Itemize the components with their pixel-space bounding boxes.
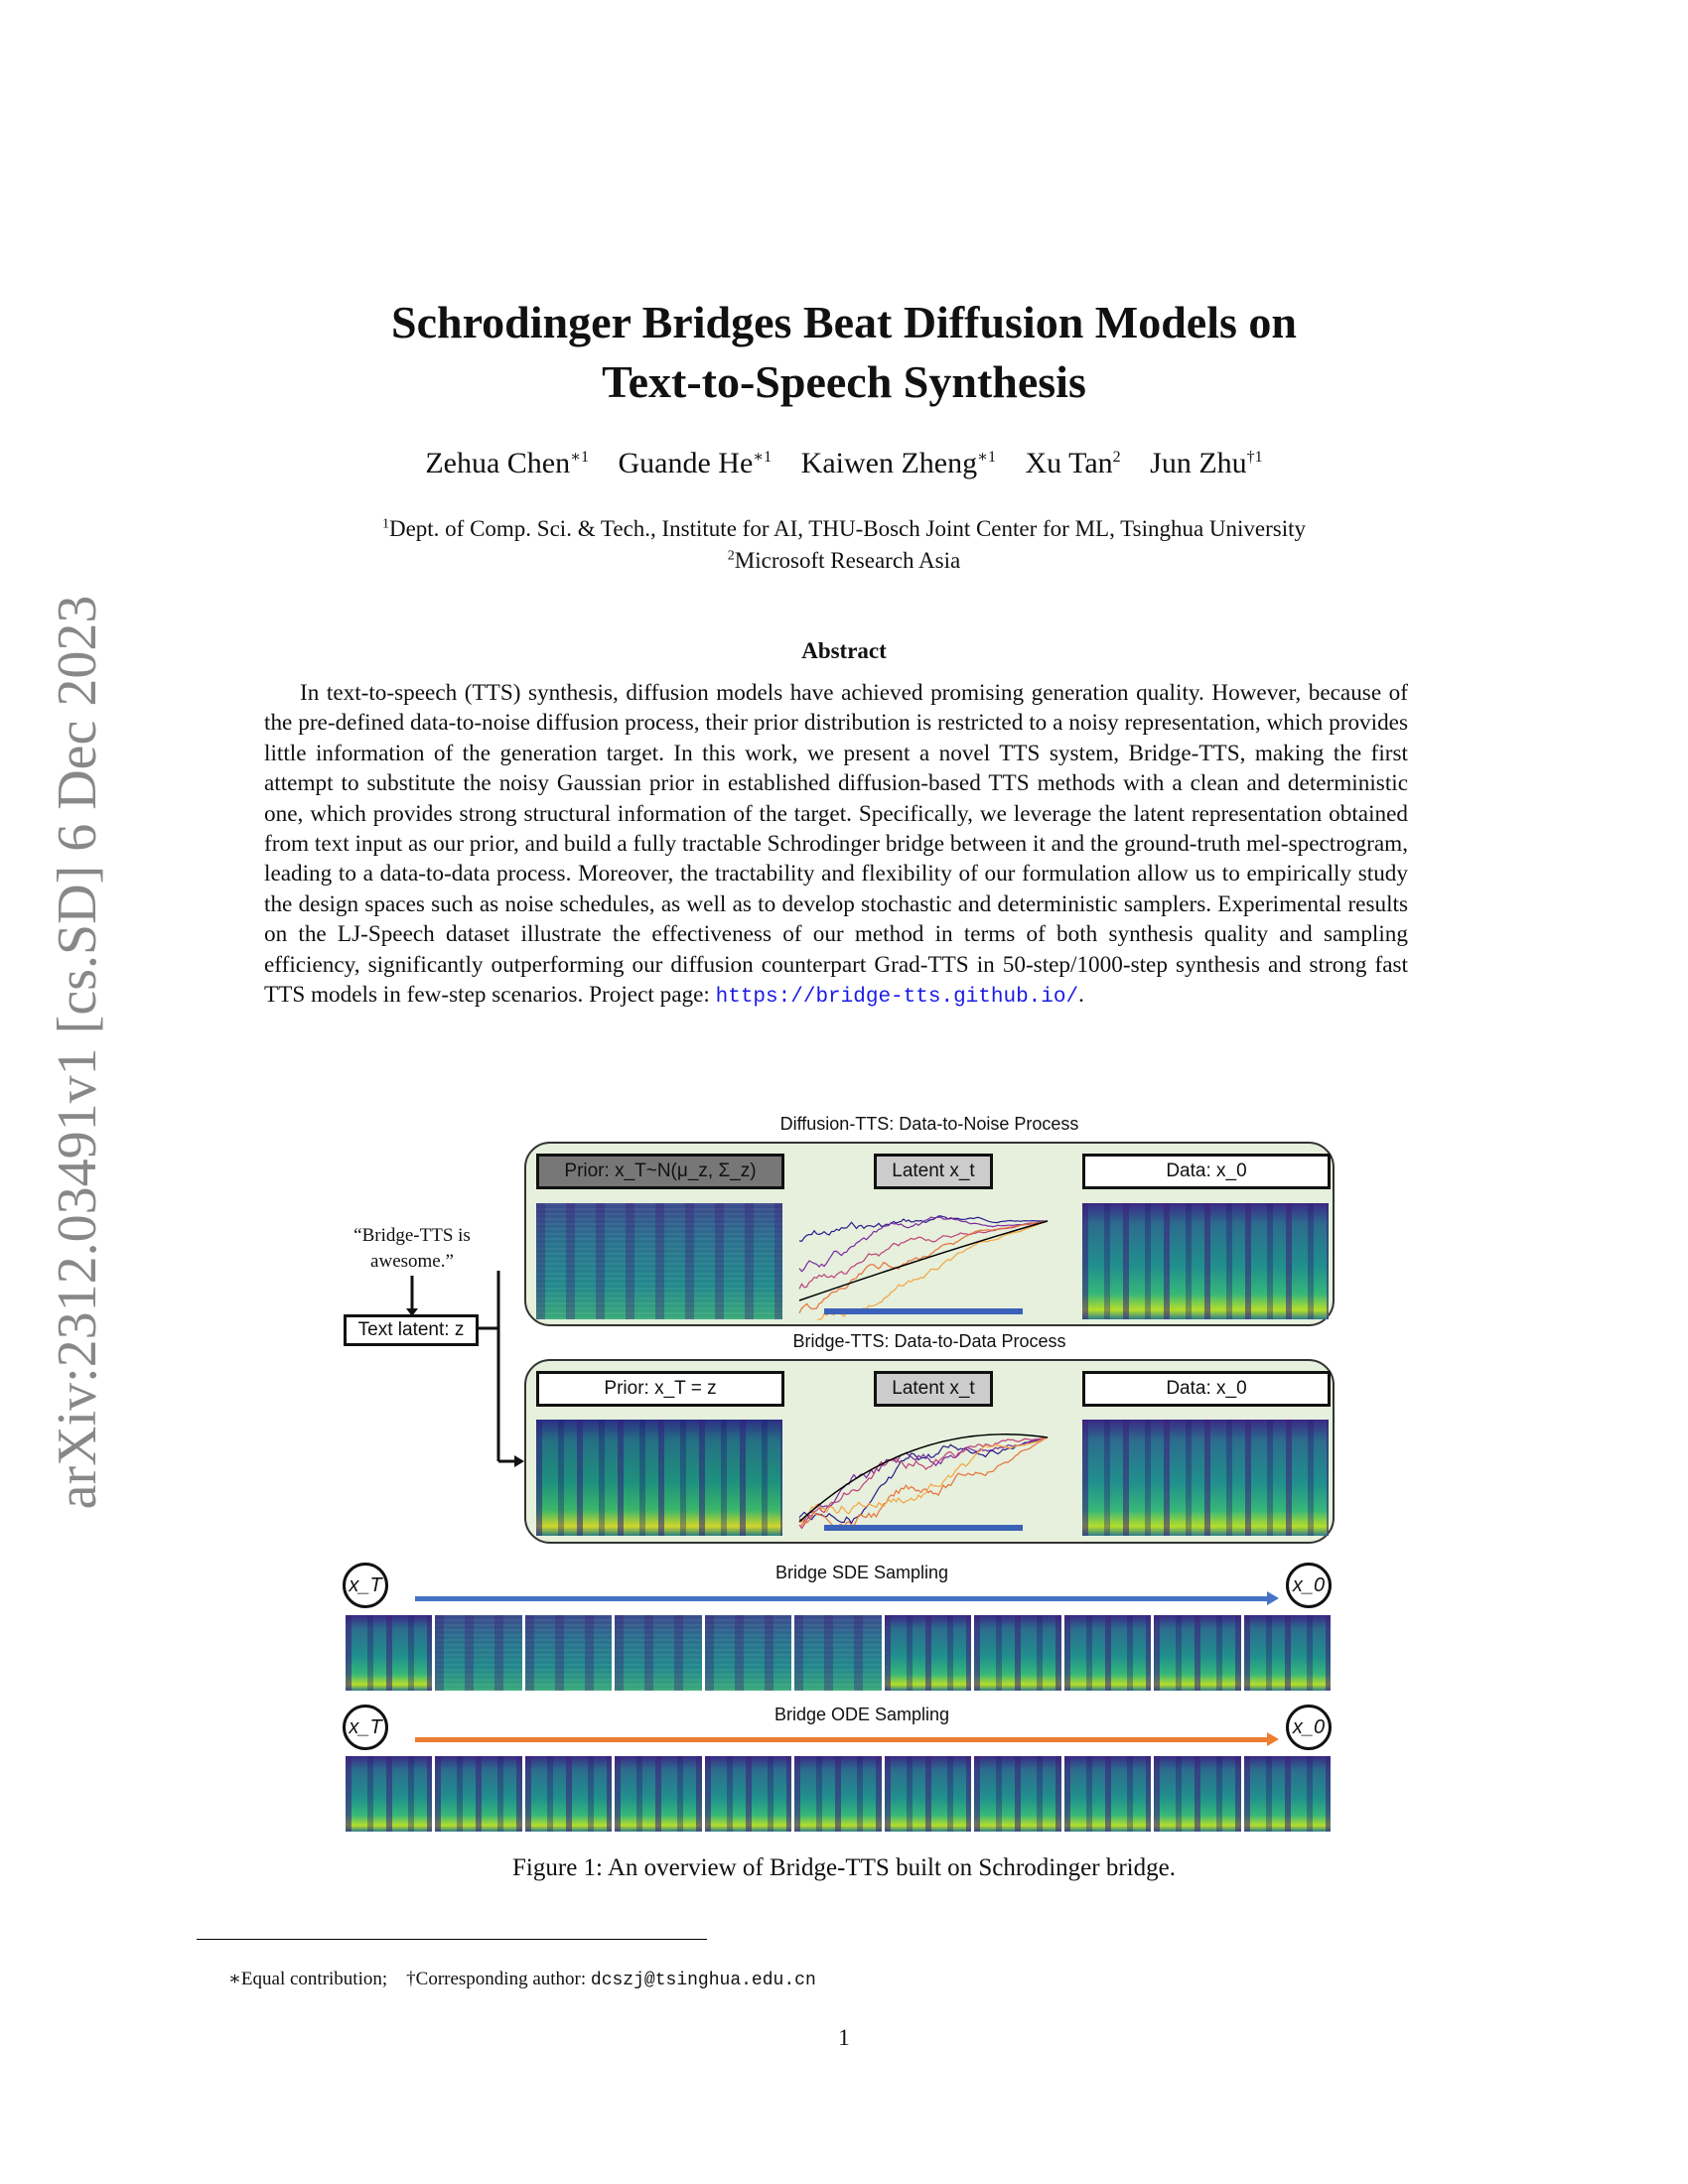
- author: Zehua Chen$^{∗1}$: [425, 447, 589, 479]
- footnote: ∗Equal contribution; †Corresponding author: dcszj@tsinghua.edu.cn: [228, 1969, 816, 1990]
- title-line: Text-to-Speech Synthesis: [602, 356, 1086, 407]
- spectrogram-step: [794, 1756, 881, 1832]
- ode-arrow: [415, 1737, 1269, 1742]
- bridge-trajectories: [794, 1408, 1072, 1537]
- spectrogram-step: [435, 1756, 521, 1832]
- text-prior-spectrogram: [536, 1420, 782, 1536]
- project-page-link[interactable]: https://bridge-tts.github.io/: [715, 986, 1079, 1010]
- spectrogram-step: [1154, 1615, 1240, 1691]
- spectrogram-step: [435, 1615, 521, 1691]
- spectrogram-step: [885, 1756, 971, 1832]
- sde-arrowhead: [1267, 1591, 1279, 1605]
- figure-caption: Figure 1: An overview of Bridge-TTS built on Schrodinger bridge.: [512, 1854, 1176, 1881]
- spectrogram-step: [794, 1615, 881, 1691]
- spectrogram-step: [974, 1756, 1060, 1832]
- spectrogram-step: [525, 1615, 612, 1691]
- time-arrow: [824, 1308, 1023, 1314]
- xT-node: x_T: [343, 1563, 388, 1608]
- sde-arrow: [415, 1596, 1269, 1601]
- spectrogram-step: [1064, 1615, 1151, 1691]
- footnote-rule: [197, 1939, 707, 1940]
- xT-node: x_T: [343, 1705, 388, 1750]
- ode-spectrogram-sequence: [346, 1756, 1331, 1832]
- spectrogram-step: [705, 1615, 791, 1691]
- trajectory-line: [799, 1217, 1048, 1272]
- spectrogram-step: [885, 1615, 971, 1691]
- spectrogram-step: [705, 1756, 791, 1832]
- ode-label: Bridge ODE Sampling: [774, 1705, 950, 1724]
- ode-arrowhead: [1267, 1732, 1279, 1746]
- author: Kaiwen Zheng$^{∗1}$: [800, 447, 996, 479]
- connector-arrows: [338, 1271, 536, 1469]
- spectrogram-step: [525, 1756, 612, 1832]
- noisy-prior-spectrogram: [536, 1203, 782, 1319]
- text-latent-box: Text latent: z: [344, 1314, 479, 1346]
- trajectory-line: [799, 1437, 1048, 1529]
- spectrogram-step: [615, 1615, 701, 1691]
- trajectory-line: [799, 1437, 1048, 1523]
- x0-node: x_0: [1286, 1705, 1332, 1750]
- bridge-title: Bridge-TTS: Data-to-Data Process: [792, 1331, 1066, 1351]
- spectrogram-step: [1064, 1756, 1151, 1832]
- author: Jun Zhu$^{\dagger 1}$: [1150, 447, 1263, 479]
- trajectory-line: [799, 1221, 1048, 1313]
- author: Xu Tan$^2$: [1025, 447, 1121, 479]
- diffusion-title: Diffusion-TTS: Data-to-Noise Process: [779, 1114, 1079, 1134]
- diffusion-trajectories: [794, 1191, 1072, 1320]
- trajectory-line: [799, 1437, 1048, 1523]
- x0-node: x_0: [1286, 1563, 1332, 1608]
- trajectory-line: [799, 1221, 1048, 1320]
- bridge-prior-box: Prior: x_T = z: [536, 1371, 784, 1407]
- trajectory-line: [799, 1437, 1048, 1529]
- latent-box: Latent x_t: [874, 1371, 993, 1407]
- trajectory-line: [799, 1437, 1048, 1521]
- data-box: Data: x_0: [1082, 1154, 1331, 1189]
- latent-box: Latent x_t: [874, 1154, 993, 1189]
- mean-trajectory: [799, 1434, 1048, 1522]
- spectrogram-step: [346, 1615, 432, 1691]
- arxiv-stamp: arXiv:2312.03491v1 [cs.SD] 6 Dec 2023: [47, 595, 108, 1510]
- diffusion-prior-box: Prior: x_T~N(μ_z, Σ_z): [536, 1154, 784, 1189]
- trajectory-line: [799, 1216, 1048, 1241]
- spectrogram-step: [1244, 1756, 1331, 1832]
- spectrogram-step: [1244, 1615, 1331, 1691]
- spectrogram-step: [346, 1756, 432, 1832]
- spectrogram-step: [615, 1756, 701, 1832]
- spectrogram-step: [974, 1615, 1060, 1691]
- affiliation: $^2$Microsoft Research Asia: [727, 548, 961, 573]
- title-line: Schrodinger Bridges Beat Diffusion Models on: [391, 297, 1297, 347]
- abstract-body: In text-to-speech (TTS) synthesis, diffusion models have achieved promising generation quality. However, because of the pre-defined data-to-noise diffusion process, their prior distribution is restricted to a noisy representation, which provides little information of the generation target. In this work, we present a novel TTS system, Bridge-TTS, making the first attempt to substitute the noisy Gaussian prior in established diffusion-based TTS methods with a clean and deterministic one, which provides strong structural information of the target. Specifically, we leverage the latent representation obtained from text input as our prior, and build a fully tractable Schrodinger bridge between it and the ground-truth mel-spectrogram, leading to a data-to-data process. Moreover, the tractability and flexibility of our formulation allow us to empirically study the design spaces such as noise schedules, as well as to develop stochastic and deterministic samplers. Experimental results on the LJ-Speech dataset illustrate the effectiveness of our method in terms of both synthesis quality and sampling efficiency, significantly outperforming our diffusion counterpart Grad-TTS in 50-step/1000-step synthesis and strong fast TTS models in few-step scenarios. Project page: https://bridge-tts.github.io/.: [264, 680, 1408, 1010]
- abstract-heading: Abstract: [801, 638, 887, 663]
- input-text-quote: “Bridge-TTS is awesome.”: [353, 1225, 471, 1272]
- data-spectrogram: [1082, 1203, 1329, 1319]
- sde-label: Bridge SDE Sampling: [774, 1563, 949, 1582]
- affiliation: $^1$Dept. of Comp. Sci. & Tech., Institute for AI, THU-Bosch Joint Center for ML, Tsinghua University: [381, 516, 1307, 541]
- data-box: Data: x_0: [1082, 1371, 1331, 1407]
- data-spectrogram: [1082, 1420, 1329, 1536]
- spectrogram-step: [1154, 1756, 1240, 1832]
- sde-spectrogram-sequence: [346, 1615, 1331, 1691]
- author: Guande $He^{∗1}$: [618, 447, 773, 479]
- time-arrow: [824, 1525, 1023, 1531]
- page-number: 1: [838, 2025, 850, 2050]
